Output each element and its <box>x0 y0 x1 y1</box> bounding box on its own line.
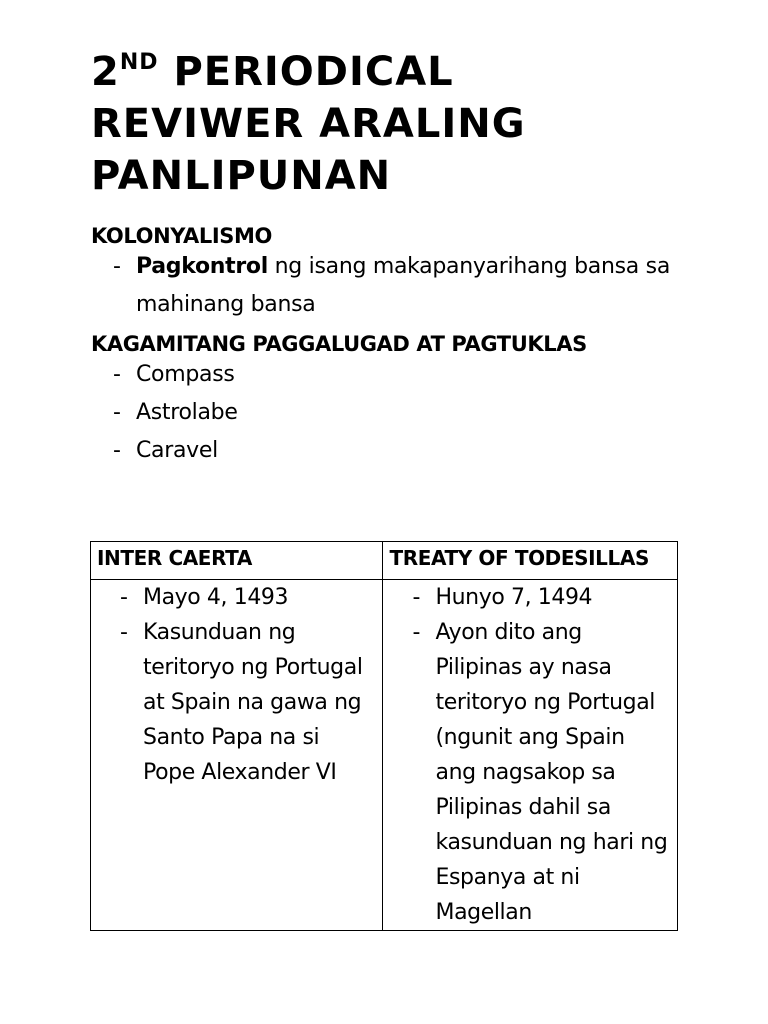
cell-inter-caerta <box>91 580 383 931</box>
title-number: 2 <box>91 49 120 95</box>
treaty-table <box>90 541 678 931</box>
table-row <box>91 580 678 931</box>
title-line3: PANLIPUNAN <box>91 153 392 199</box>
header-inter-caerta: INTER CAERTA <box>91 542 383 580</box>
definition-text: ng isang makapanyarihang bansa sa mahinang bansa <box>136 254 671 317</box>
list-item-astrolabe: - Astrolabe <box>91 394 681 432</box>
kolonyalismo-list <box>91 248 681 324</box>
title-ordinal-suffix: ND <box>119 49 159 75</box>
list-item <box>91 248 681 324</box>
heading-kolonyalismo: KOLONYALISMO <box>91 224 272 248</box>
title-line1: PERIODICAL <box>158 49 454 95</box>
inter-caerta-list <box>91 580 382 790</box>
cell-treaty-of-todesillas <box>383 580 678 931</box>
table-header-row <box>91 542 678 580</box>
heading-kagamitan: KAGAMITANG PAGGALUGAD AT PAGTUKLAS <box>91 332 587 356</box>
inter-caerta-date: - Mayo 4, 1493 <box>91 580 376 615</box>
document-page <box>91 46 681 470</box>
title-line2: REVIWER ARALING <box>91 101 526 147</box>
inter-caerta-description: - Kasunduan ng teritoryo ng Portugal at Spain na gawa ng Santo Papa na si Pope Alexander VI <box>91 615 376 790</box>
treaty-of-todesillas-list <box>383 580 677 930</box>
term-pagkontrol: Pagkontrol <box>136 254 268 279</box>
page-title <box>91 46 681 202</box>
todesillas-description: - Ayon dito ang Pilipinas ay nasa teritoryo ng Portugal (ngunit ang Spain ang nagsakop sa Pilipinas dahil sa kasunduan ng hari ng Espanya at ni Magellan <box>383 615 671 930</box>
list-item-caravel: - Caravel <box>91 432 681 470</box>
todesillas-date: - Hunyo 7, 1494 <box>383 580 671 615</box>
list-item-compass: - Compass <box>91 356 681 394</box>
header-treaty-of-todesillas: TREATY OF TODESILLAS <box>383 542 678 580</box>
kagamitan-list <box>91 356 681 470</box>
